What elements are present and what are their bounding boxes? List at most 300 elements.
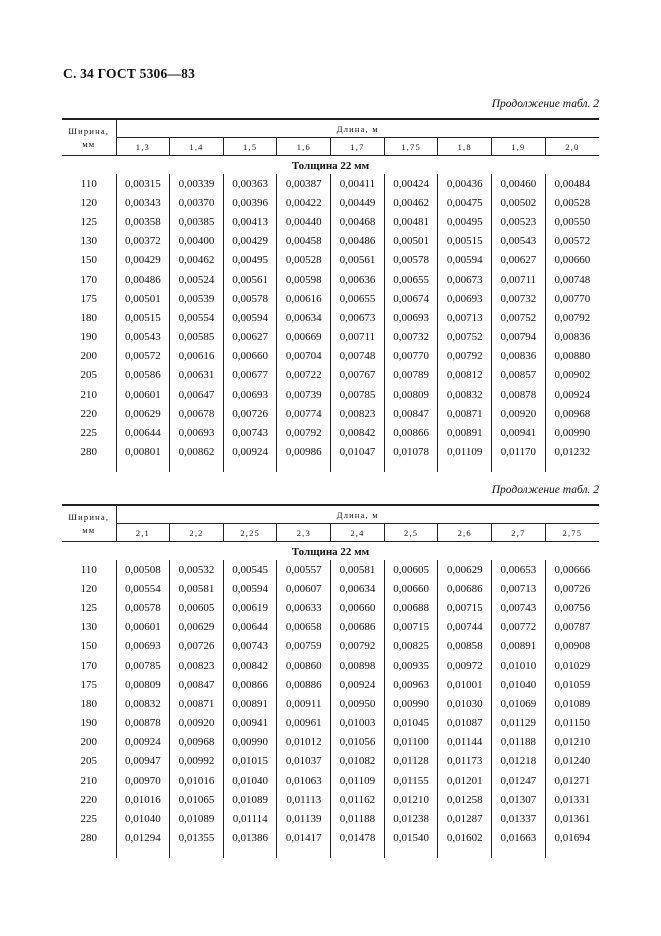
table-row (62, 714, 599, 733)
table-row (62, 809, 599, 828)
value-cell: 0,00495 (438, 212, 492, 231)
value-cell: 0,00585 (170, 328, 224, 347)
value-cell: 0,01040 (492, 675, 546, 694)
value-cell: 0,01170 (492, 443, 546, 462)
value-cell: 0,00792 (331, 637, 385, 656)
value-cell: 0,00823 (331, 404, 385, 423)
value-cell: 0,00693 (170, 423, 224, 442)
value-cell: 0,00601 (116, 618, 170, 637)
value-cell: 0,00970 (116, 771, 170, 790)
table-row (62, 560, 599, 579)
value-cell: 0,01040 (116, 809, 170, 828)
value-cell: 0,00941 (223, 714, 277, 733)
value-cell: 0,01602 (438, 829, 492, 848)
value-cell: 0,00825 (384, 637, 438, 656)
value-cell: 0,00581 (170, 579, 224, 598)
value-cell: 0,00752 (438, 328, 492, 347)
table-row (62, 790, 599, 809)
table-row (62, 829, 599, 848)
value-cell: 0,00363 (223, 174, 277, 193)
value-cell: 0,01056 (331, 733, 385, 752)
value-cell: 0,01210 (384, 790, 438, 809)
value-cell: 0,01139 (277, 809, 331, 828)
table-row (62, 251, 599, 270)
value-cell: 0,00669 (277, 328, 331, 347)
value-cell: 0,00924 (116, 733, 170, 752)
value-cell: 0,00543 (492, 232, 546, 251)
value-cell: 0,00561 (223, 270, 277, 289)
length-column-header: 1,8 (438, 138, 492, 156)
value-cell: 0,00686 (331, 618, 385, 637)
value-cell: 0,00633 (277, 598, 331, 617)
table-row (62, 270, 599, 289)
value-cell: 0,00385 (170, 212, 224, 231)
value-cell: 0,01029 (545, 656, 599, 675)
value-cell: 0,01089 (223, 790, 277, 809)
value-cell: 0,00413 (223, 212, 277, 231)
value-cell: 0,00792 (277, 423, 331, 442)
value-cell: 0,00842 (331, 423, 385, 442)
value-cell: 0,00743 (223, 423, 277, 442)
value-cell: 0,00759 (277, 637, 331, 656)
value-cell: 0,01040 (223, 771, 277, 790)
value-cell: 0,00713 (438, 308, 492, 327)
value-cell: 0,00572 (116, 347, 170, 366)
value-cell: 0,01240 (545, 752, 599, 771)
width-cell: 150 (80, 640, 98, 653)
value-cell: 0,01037 (277, 752, 331, 771)
value-cell: 0,00809 (116, 675, 170, 694)
value-cell: 0,00990 (545, 423, 599, 442)
value-cell: 0,00515 (116, 308, 170, 327)
value-cell: 0,00968 (545, 404, 599, 423)
value-cell: 0,00605 (170, 598, 224, 617)
value-cell: 0,01294 (116, 829, 170, 848)
value-cell: 0,00343 (116, 193, 170, 212)
value-cell: 0,00601 (116, 385, 170, 404)
value-cell: 0,01100 (384, 733, 438, 752)
value-cell: 0,00629 (438, 560, 492, 579)
value-cell: 0,00809 (384, 385, 438, 404)
value-cell: 0,00660 (223, 347, 277, 366)
width-cell: 210 (80, 774, 98, 787)
value-cell: 0,00924 (331, 675, 385, 694)
value-cell: 0,00891 (492, 637, 546, 656)
value-cell: 0,00871 (438, 404, 492, 423)
value-cell: 0,00572 (545, 232, 599, 251)
table-row (62, 174, 599, 193)
value-cell: 0,01030 (438, 694, 492, 713)
value-cell: 0,01271 (545, 771, 599, 790)
width-cell: 125 (80, 215, 98, 228)
value-cell: 0,00523 (492, 212, 546, 231)
value-cell: 0,01069 (492, 694, 546, 713)
value-cell: 0,01012 (277, 733, 331, 752)
value-cell: 0,00920 (170, 714, 224, 733)
value-cell: 0,00554 (116, 579, 170, 598)
value-cell: 0,00774 (277, 404, 331, 423)
width-cell: 180 (80, 697, 98, 710)
value-cell: 0,00891 (223, 694, 277, 713)
value-cell: 0,00424 (384, 174, 438, 193)
value-cell: 0,01016 (170, 771, 224, 790)
value-cell: 0,00481 (384, 212, 438, 231)
value-cell: 0,01082 (331, 752, 385, 771)
width-cell: 205 (80, 755, 98, 768)
value-cell: 0,00992 (170, 752, 224, 771)
mass-table (62, 504, 599, 858)
value-cell: 0,01087 (438, 714, 492, 733)
table-row (62, 694, 599, 713)
value-cell: 0,00898 (331, 656, 385, 675)
width-header (62, 119, 116, 156)
value-cell: 0,00748 (331, 347, 385, 366)
value-cell: 0,00693 (223, 385, 277, 404)
value-cell: 0,00339 (170, 174, 224, 193)
value-cell: 0,00950 (331, 694, 385, 713)
value-cell: 0,00501 (384, 232, 438, 251)
width-cell: 280 (80, 832, 98, 845)
value-cell: 0,00847 (384, 404, 438, 423)
value-cell: 0,00539 (170, 289, 224, 308)
value-cell: 0,01218 (492, 752, 546, 771)
value-cell: 0,00770 (545, 289, 599, 308)
value-cell: 0,00594 (223, 579, 277, 598)
length-column-header: 1,7 (331, 138, 385, 156)
value-cell: 0,00801 (116, 443, 170, 462)
value-cell: 0,00557 (277, 560, 331, 579)
value-cell: 0,00627 (492, 251, 546, 270)
value-cell: 0,00792 (545, 308, 599, 327)
value-cell: 0,00644 (223, 618, 277, 637)
value-cell: 0,00924 (223, 443, 277, 462)
value-cell: 0,00578 (223, 289, 277, 308)
length-column-header: 2,3 (277, 524, 331, 542)
value-cell: 0,00528 (277, 251, 331, 270)
value-cell: 0,01150 (545, 714, 599, 733)
value-cell: 0,01663 (492, 829, 546, 848)
table-row (62, 423, 599, 442)
value-cell: 0,00468 (331, 212, 385, 231)
value-cell: 0,00475 (438, 193, 492, 212)
value-cell: 0,01016 (116, 790, 170, 809)
value-cell: 0,00726 (545, 579, 599, 598)
width-cell: 120 (80, 582, 98, 595)
value-cell: 0,00550 (545, 212, 599, 231)
value-cell: 0,01162 (331, 790, 385, 809)
value-cell: 0,00902 (545, 366, 599, 385)
value-cell: 0,00436 (438, 174, 492, 193)
width-header-unit: мм (82, 524, 96, 535)
table-row (62, 733, 599, 752)
value-cell: 0,00871 (170, 694, 224, 713)
value-cell: 0,00594 (438, 251, 492, 270)
value-cell: 0,01201 (438, 771, 492, 790)
value-cell: 0,01001 (438, 675, 492, 694)
value-cell: 0,00785 (331, 385, 385, 404)
value-cell: 0,00629 (116, 404, 170, 423)
value-cell: 0,00586 (116, 366, 170, 385)
value-cell: 0,00387 (277, 174, 331, 193)
value-cell: 0,00486 (116, 270, 170, 289)
value-cell: 0,00941 (492, 423, 546, 442)
value-cell: 0,00370 (170, 193, 224, 212)
value-cell: 0,00715 (438, 598, 492, 617)
value-cell: 0,00924 (545, 385, 599, 404)
value-cell: 0,00449 (331, 193, 385, 212)
value-cell: 0,00515 (438, 232, 492, 251)
table-row (62, 328, 599, 347)
value-cell: 0,01078 (384, 443, 438, 462)
length-header: Длина, м (116, 119, 599, 138)
value-cell: 0,01173 (438, 752, 492, 771)
value-cell: 0,00842 (223, 656, 277, 675)
width-header (62, 505, 116, 542)
value-cell: 0,01361 (545, 809, 599, 828)
value-cell: 0,00832 (116, 694, 170, 713)
table-row (62, 347, 599, 366)
value-cell: 0,00748 (545, 270, 599, 289)
length-columns-row (62, 138, 599, 156)
value-cell: 0,00726 (170, 637, 224, 656)
width-cell: 220 (80, 407, 98, 420)
value-cell: 0,00315 (116, 174, 170, 193)
width-cell: 175 (80, 292, 98, 305)
table-row (62, 385, 599, 404)
length-column-header: 1,5 (223, 138, 277, 156)
value-cell: 0,00836 (492, 347, 546, 366)
value-cell: 0,00545 (223, 560, 277, 579)
value-cell: 0,00484 (545, 174, 599, 193)
value-cell: 0,00732 (492, 289, 546, 308)
value-cell: 0,00581 (331, 560, 385, 579)
value-cell: 0,00462 (384, 193, 438, 212)
value-cell: 0,01540 (384, 829, 438, 848)
value-cell: 0,00460 (492, 174, 546, 193)
value-cell: 0,00458 (277, 232, 331, 251)
width-cell: 180 (80, 311, 98, 324)
width-cell: 130 (80, 621, 98, 634)
thickness-section-label: Толщина 22 мм (291, 160, 370, 172)
value-cell: 0,00794 (492, 328, 546, 347)
value-cell: 0,00972 (438, 656, 492, 675)
mass-table (62, 118, 599, 472)
value-cell: 0,00619 (223, 598, 277, 617)
value-cell: 0,00789 (384, 366, 438, 385)
value-cell: 0,01417 (277, 829, 331, 848)
table-row (62, 308, 599, 327)
value-cell: 0,00847 (170, 675, 224, 694)
value-cell: 0,00857 (492, 366, 546, 385)
table-row (62, 752, 599, 771)
value-cell: 0,01188 (331, 809, 385, 828)
width-cell: 280 (80, 446, 98, 459)
value-cell: 0,00532 (170, 560, 224, 579)
value-cell: 0,01307 (492, 790, 546, 809)
length-column-header: 2,0 (545, 138, 599, 156)
value-cell: 0,00400 (170, 232, 224, 251)
value-cell: 0,01047 (331, 443, 385, 462)
value-cell: 0,00605 (384, 560, 438, 579)
value-cell: 0,00616 (277, 289, 331, 308)
value-cell: 0,00636 (331, 270, 385, 289)
width-cell: 170 (80, 273, 98, 286)
value-cell: 0,00422 (277, 193, 331, 212)
value-cell: 0,00658 (277, 618, 331, 637)
value-cell: 0,00429 (223, 232, 277, 251)
table-row (62, 404, 599, 423)
table-row (62, 637, 599, 656)
width-cell: 130 (80, 235, 98, 248)
value-cell: 0,00678 (170, 404, 224, 423)
value-cell: 0,00770 (384, 347, 438, 366)
width-cell: 205 (80, 369, 98, 382)
value-cell: 0,01144 (438, 733, 492, 752)
value-cell: 0,01010 (492, 656, 546, 675)
length-column-header: 1,75 (384, 138, 438, 156)
value-cell: 0,00908 (545, 637, 599, 656)
width-cell: 190 (80, 331, 98, 344)
value-cell: 0,00655 (331, 289, 385, 308)
table-row (62, 579, 599, 598)
table-row (62, 675, 599, 694)
value-cell: 0,00644 (116, 423, 170, 442)
value-cell: 0,00990 (384, 694, 438, 713)
value-cell: 0,01089 (170, 809, 224, 828)
value-cell: 0,00713 (492, 579, 546, 598)
value-cell: 0,01188 (492, 733, 546, 752)
value-cell: 0,00743 (223, 637, 277, 656)
value-cell: 0,01109 (438, 443, 492, 462)
value-cell: 0,00673 (438, 270, 492, 289)
table-row (62, 289, 599, 308)
table-row (62, 618, 599, 637)
value-cell: 0,00880 (545, 347, 599, 366)
length-column-header: 1,4 (170, 138, 224, 156)
table-row (62, 598, 599, 617)
value-cell: 0,00372 (116, 232, 170, 251)
page-title: С. 34 ГОСТ 5306—83 (63, 66, 196, 81)
length-column-header: 1,3 (116, 138, 170, 156)
value-cell: 0,00578 (116, 598, 170, 617)
value-cell: 0,00860 (277, 656, 331, 675)
value-cell: 0,00704 (277, 347, 331, 366)
value-cell: 0,00666 (545, 560, 599, 579)
width-cell: 150 (80, 254, 98, 267)
width-cell: 125 (80, 601, 98, 614)
value-cell: 0,00911 (277, 694, 331, 713)
value-cell: 0,01045 (384, 714, 438, 733)
value-cell: 0,00677 (223, 366, 277, 385)
length-column-header: 2,6 (438, 524, 492, 542)
value-cell: 0,00524 (170, 270, 224, 289)
value-cell: 0,01694 (545, 829, 599, 848)
value-cell: 0,00440 (277, 212, 331, 231)
value-cell: 0,00674 (384, 289, 438, 308)
width-cell: 170 (80, 659, 98, 672)
value-cell: 0,00968 (170, 733, 224, 752)
value-cell: 0,00660 (545, 251, 599, 270)
value-cell: 0,00616 (170, 347, 224, 366)
value-cell: 0,00693 (384, 308, 438, 327)
value-cell: 0,00673 (331, 308, 385, 327)
value-cell: 0,00862 (170, 443, 224, 462)
value-cell: 0,00767 (331, 366, 385, 385)
width-cell: 110 (80, 177, 97, 190)
value-cell: 0,01003 (331, 714, 385, 733)
length-column-header: 2,75 (545, 524, 599, 542)
value-cell: 0,01015 (223, 752, 277, 771)
value-cell: 0,00495 (223, 251, 277, 270)
value-cell: 0,00693 (438, 289, 492, 308)
length-column-header: 2,7 (492, 524, 546, 542)
value-cell: 0,00866 (223, 675, 277, 694)
value-cell: 0,00660 (331, 598, 385, 617)
value-cell: 0,00961 (277, 714, 331, 733)
width-cell: 210 (80, 388, 98, 401)
value-cell: 0,00722 (277, 366, 331, 385)
length-column-header: 2,2 (170, 524, 224, 542)
value-cell: 0,00787 (545, 618, 599, 637)
value-cell: 0,00743 (492, 598, 546, 617)
length-column-header: 2,25 (223, 524, 277, 542)
value-cell: 0,00963 (384, 675, 438, 694)
value-cell: 0,01238 (384, 809, 438, 828)
value-cell: 0,00732 (384, 328, 438, 347)
value-cell: 0,00607 (277, 579, 331, 598)
value-cell: 0,00935 (384, 656, 438, 675)
value-cell: 0,00823 (170, 656, 224, 675)
value-cell: 0,01065 (170, 790, 224, 809)
width-cell: 175 (80, 678, 98, 691)
value-cell: 0,00411 (331, 174, 385, 193)
value-cell: 0,00501 (116, 289, 170, 308)
value-cell: 0,00396 (223, 193, 277, 212)
value-cell: 0,00486 (331, 232, 385, 251)
value-cell: 0,00693 (116, 637, 170, 656)
value-cell: 0,00629 (170, 618, 224, 637)
value-cell: 0,00358 (116, 212, 170, 231)
value-cell: 0,01059 (545, 675, 599, 694)
value-cell: 0,00554 (170, 308, 224, 327)
value-cell: 0,00785 (116, 656, 170, 675)
value-cell: 0,00836 (545, 328, 599, 347)
value-cell: 0,00878 (116, 714, 170, 733)
width-cell: 225 (80, 813, 98, 826)
value-cell: 0,00715 (384, 618, 438, 637)
value-cell: 0,01089 (545, 694, 599, 713)
table-row (62, 212, 599, 231)
value-cell: 0,00502 (492, 193, 546, 212)
value-cell: 0,00655 (384, 270, 438, 289)
value-cell: 0,01109 (331, 771, 385, 790)
table-row (62, 656, 599, 675)
width-header-label: Ширина, (68, 125, 110, 136)
value-cell: 0,00739 (277, 385, 331, 404)
value-cell: 0,00886 (277, 675, 331, 694)
value-cell: 0,00631 (170, 366, 224, 385)
value-cell: 0,01114 (223, 809, 277, 828)
thickness-section-label: Толщина 22 мм (291, 546, 370, 558)
table-continuation-label: Продолжение табл. 2 (491, 484, 599, 496)
value-cell: 0,01232 (545, 443, 599, 462)
table-row (62, 771, 599, 790)
length-column-header: 2,4 (331, 524, 385, 542)
width-cell: 110 (80, 563, 97, 576)
value-cell: 0,00543 (116, 328, 170, 347)
value-cell: 0,00866 (384, 423, 438, 442)
table-row (62, 443, 599, 462)
